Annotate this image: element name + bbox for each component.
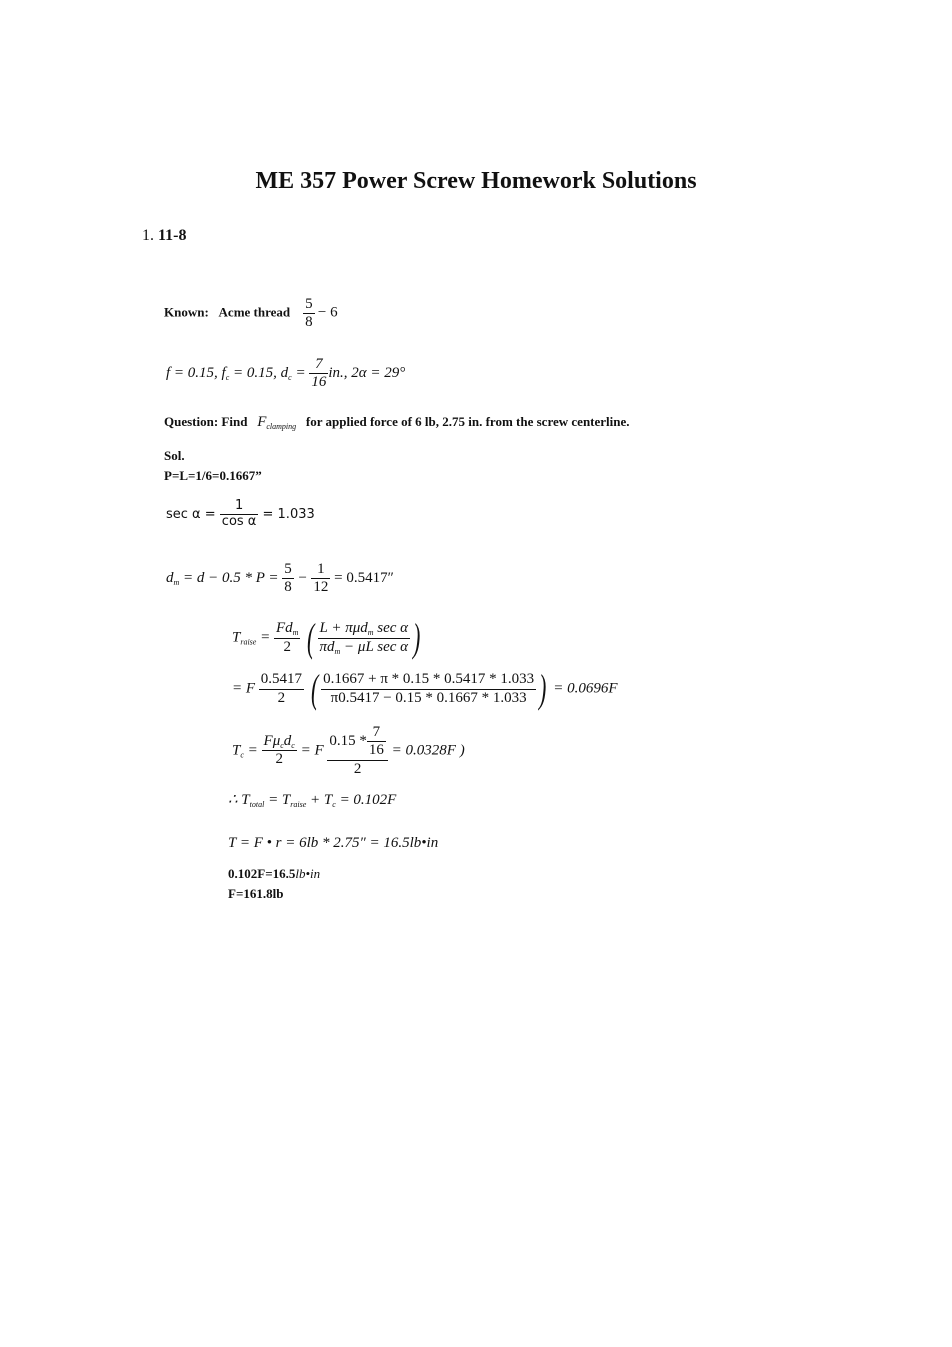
sol-label: Sol. (164, 448, 185, 463)
ttotal-eq: ∴ $T_{total} = T_{raise} + T_c = 0.102F$ (228, 792, 397, 809)
torque-balance-line: 0.102F=16.5lb•in (228, 866, 321, 881)
thread-size-fraction: $\frac{5}{8}$ (305, 296, 313, 331)
traise-eq: $T_{raise}$ = $\frac{Fd_m}{2}$ ( $\frac{L + \pi\mu d_m \sec \alpha}{\pi d_m - \mu L \sec \alpha}$ ) (232, 615, 421, 660)
problem-id: 11-8 (158, 227, 187, 244)
mean-diameter-eq: $d_m = d - 0.5 * P$ = $\frac{5}{8}$ − $\frac{1}{12}$ = 0.5417″ (166, 561, 394, 596)
collar-diameter-fraction: $\frac{7}{16}$ (311, 356, 327, 391)
known-params: f = 0.15, $f_c = 0.15$, $d_c$ = $\frac{7}{16}$ in., 2α = 29° (166, 356, 406, 391)
problem-number: 1. (142, 227, 154, 244)
applied-torque-eq: T = F • r = 6lb * 2.75″ = 16.5lb•in (228, 835, 439, 851)
pitch-line: P=L=1/6=0.1667” (164, 468, 262, 483)
known-label: Known: (164, 304, 209, 320)
final-answer: F=161.8lb (228, 886, 284, 901)
tc-eq: $T_c$ = $\frac{F\mu_cd_c}{2}$ = F 0.15 * $\frac{7}{16}$ 2 = 0.0328F ) (232, 724, 465, 777)
traise-numeric-eq: = F $\frac{0.5417}{2}$ ( $\frac{0.1667 + \pi * 0.15 * 0.5417 * 1.033}{\pi 0.5417 - 0.15 * 0.1667 * 1.033}$ ) = 0.0696F (232, 666, 618, 711)
thread-count: − 6 (317, 304, 338, 321)
sec-alpha-eq: sec α = $\frac{1}{\text{cos α}}$ = 1.033 (166, 498, 315, 529)
page-title: ME 357 Power Screw Homework Solutions (255, 168, 697, 194)
question-line: Question: Find $F_{clamping}$ for applied force of 6 lb, 2.75 in. from the screw centerline. (164, 414, 630, 431)
known-desc: Acme thread (218, 304, 291, 320)
problem-heading (142, 227, 186, 245)
known-line (164, 296, 338, 332)
